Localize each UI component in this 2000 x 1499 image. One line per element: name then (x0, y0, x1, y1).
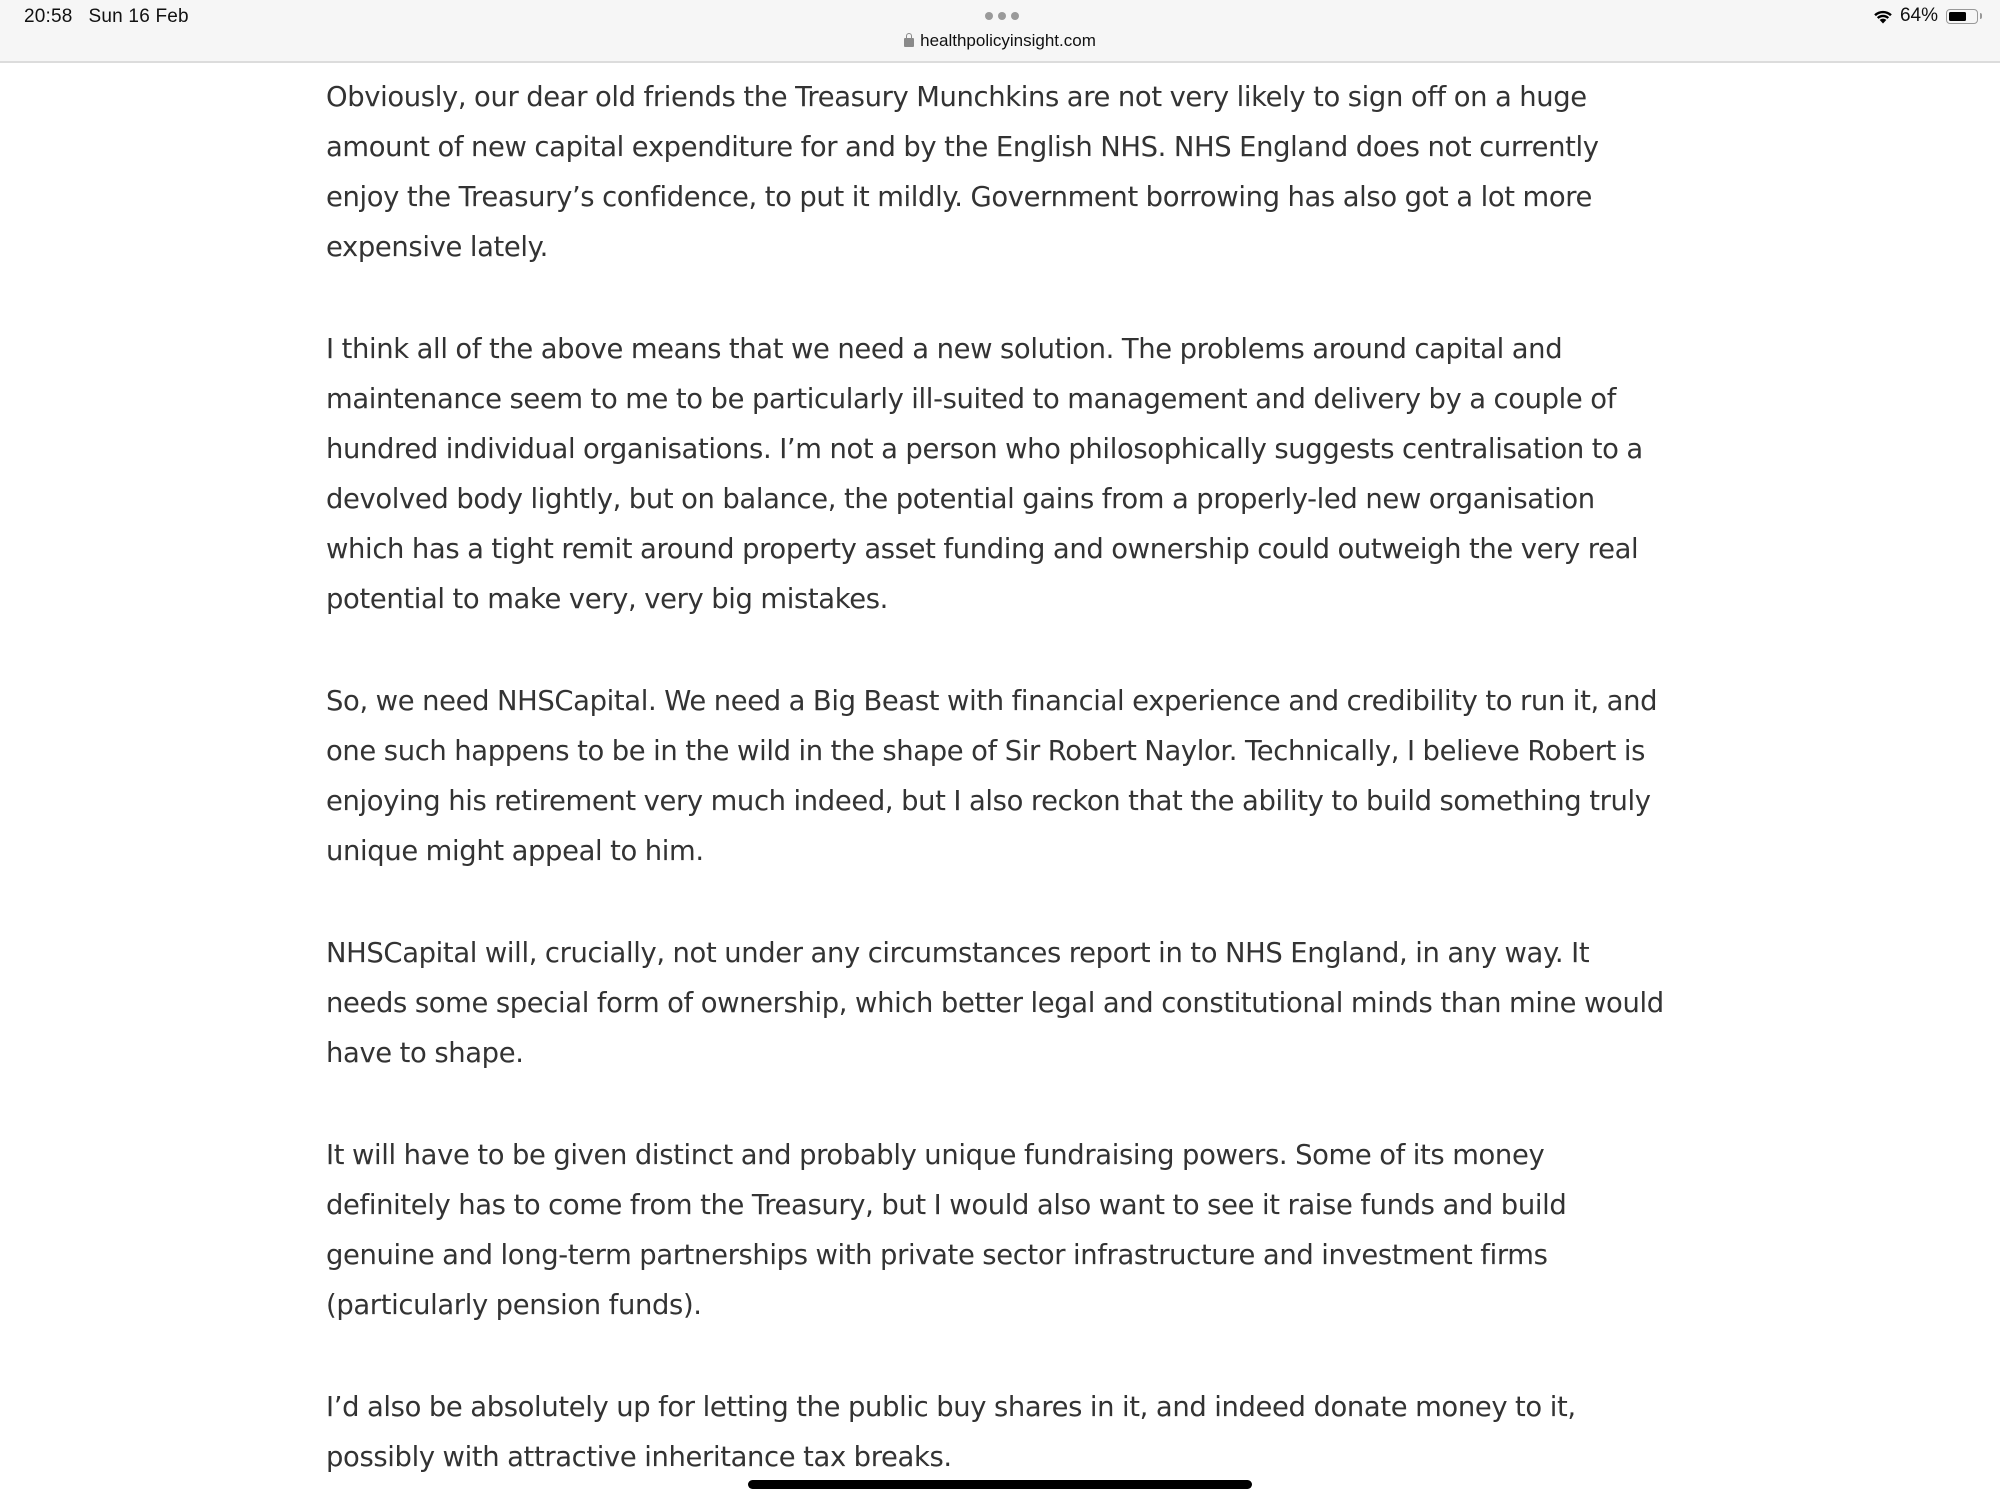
paragraph: So, we need NHSCapital. We need a Big Beast with financial experience and credibility to run it, and one such happens to be in the wild in the shape of Sir Robert Naylor. Technically, I believe Robert is enjoying his retirement very much indeed, but I also reckon that the ability to build something truly unique might appeal to him. (326, 686, 1658, 867)
battery-icon (1946, 9, 1978, 24)
dot (1011, 12, 1019, 20)
battery-percent: 64% (1899, 5, 1938, 26)
paragraph: I’d also be absolutely up for letting the public buy shares in it, and indeed donate money to it, possibly with attractive inheritance tax breaks. (326, 1392, 1576, 1473)
time-date (24, 6, 189, 28)
paragraph: It will have to be given distinct and probably unique fundraising powers. Some of its money definitely has to come from the Treasury, but I would also want to see it raise funds and build genuine and long-term partnerships with private sector infrastructure and investment firms (particularly pension funds). (326, 1140, 1567, 1321)
dot (985, 12, 993, 20)
home-indicator[interactable] (748, 1480, 1252, 1489)
paragraph: NHSCapital will, crucially, not under any circumstances report in to NHS England, in any way. It needs some special form of ownership, which better legal and constitutional minds than mine would have to shape. (326, 938, 1664, 1069)
url-text: healthpolicyinsight.com (920, 31, 1096, 50)
lock-icon (904, 38, 914, 47)
paragraph: I think all of the above means that we need a new solution. The problems around capital and maintenance seem to me to be particularly ill-suited to management and delivery by a couple of hundred individual organisations. I’m not a person who philosophically suggests centralisation to a devolved body lightly, but on balance, the potential gains from a properly-led new organisation which has a tight remit around property asset funding and ownership could outweigh the very real potential to make very, very big mistakes. (326, 334, 1643, 615)
battery-fill (1949, 12, 1966, 21)
paragraph: Obviously, our dear old friends the Treasury Munchkins are not very likely to sign off on a huge amount of new capital expenditure for and by the English NHS. NHS England does not currently enjoy the Treasury’s confidence, to put it mildly. Government borrowing has also got a lot more expensive lately. (326, 82, 1599, 263)
more-dots-icon[interactable] (985, 12, 1019, 20)
address-bar[interactable] (0, 31, 2000, 51)
status-indicators (1872, 5, 1978, 27)
dot (998, 12, 1006, 20)
article-body (326, 73, 1666, 1499)
clock-time: 20:58 (24, 6, 73, 27)
wifi-icon (1872, 8, 1894, 24)
status-bar (0, 0, 2000, 63)
clock-date: Sun 16 Feb (88, 6, 189, 27)
